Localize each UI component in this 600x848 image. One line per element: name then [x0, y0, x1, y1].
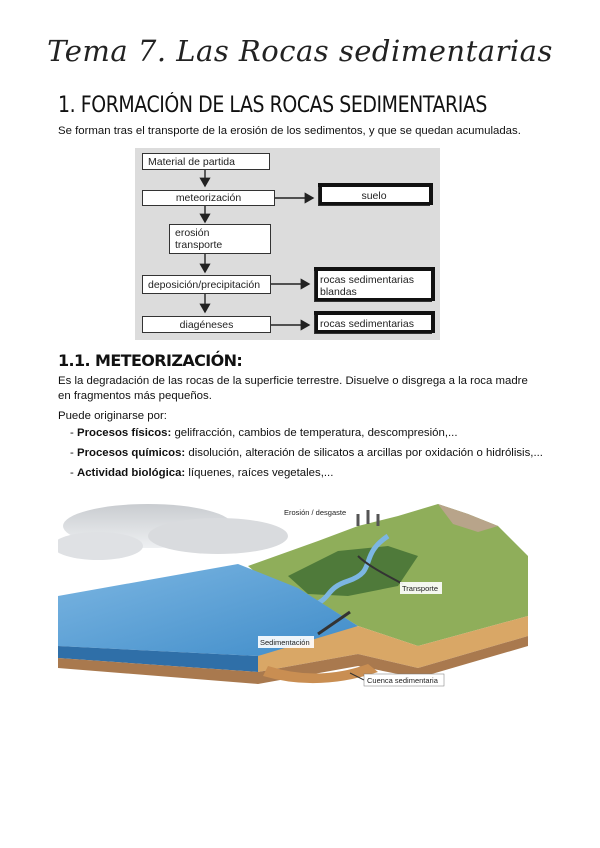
flow-box-material: Material de partida [142, 153, 270, 170]
origin-intro: Puede originarse por: [58, 410, 167, 422]
flowchart [135, 148, 440, 340]
label-erosion: Erosión / desgaste [284, 508, 347, 517]
flow-box-diageneses: diagéneses [142, 316, 271, 333]
label-transporte: Transporte [402, 584, 438, 593]
page-title: Tema 7. Las Rocas sedimentarias [47, 34, 553, 68]
flow-box-erosion: erosión transporte [169, 224, 271, 254]
flow-box-rocas-blandas: rocas sedimentarias blandas [314, 270, 432, 302]
list-item: - Procesos químicos: disolución, alteración de silicatos a arcillas por oxidación o hidrólisis,... [70, 447, 543, 459]
intro-paragraph: Se forman tras el transporte de la erosión de los sedimentos, y que se quedan acumuladas. [58, 125, 521, 137]
sedimentary-cycle-illustration [58, 496, 528, 696]
label-sedimentacion: Sedimentación [260, 638, 310, 647]
definition-paragraph: Es la degradación de las rocas de la superficie terrestre. Disuelve o disgrega a la roca madre en fragmentos más pequeños. [58, 375, 528, 402]
label-cuenca: Cuenca sedimentaria [367, 676, 438, 685]
flow-box-suelo: suelo [318, 186, 430, 206]
cloud [148, 518, 288, 554]
list-item: - Actividad biológica: líquenes, raíces vegetales,... [70, 467, 334, 479]
process-list [70, 426, 543, 486]
flow-box-deposicion: deposición/precipitación [142, 275, 271, 294]
landscape-illustration [58, 496, 528, 696]
flow-box-meteorizacion: meteorización [142, 190, 275, 206]
list-item: - Procesos físicos: gelifracción, cambios de temperatura, descompresión,... [70, 427, 458, 439]
section-heading-formacion: 1. FORMACIÓN DE LAS ROCAS SEDIMENTARIAS [58, 93, 487, 118]
flow-box-rocas-sedimentarias: rocas sedimentarias [314, 314, 432, 334]
section-heading-meteorizacion: 1.1. METEORIZACIÓN: [58, 351, 243, 370]
